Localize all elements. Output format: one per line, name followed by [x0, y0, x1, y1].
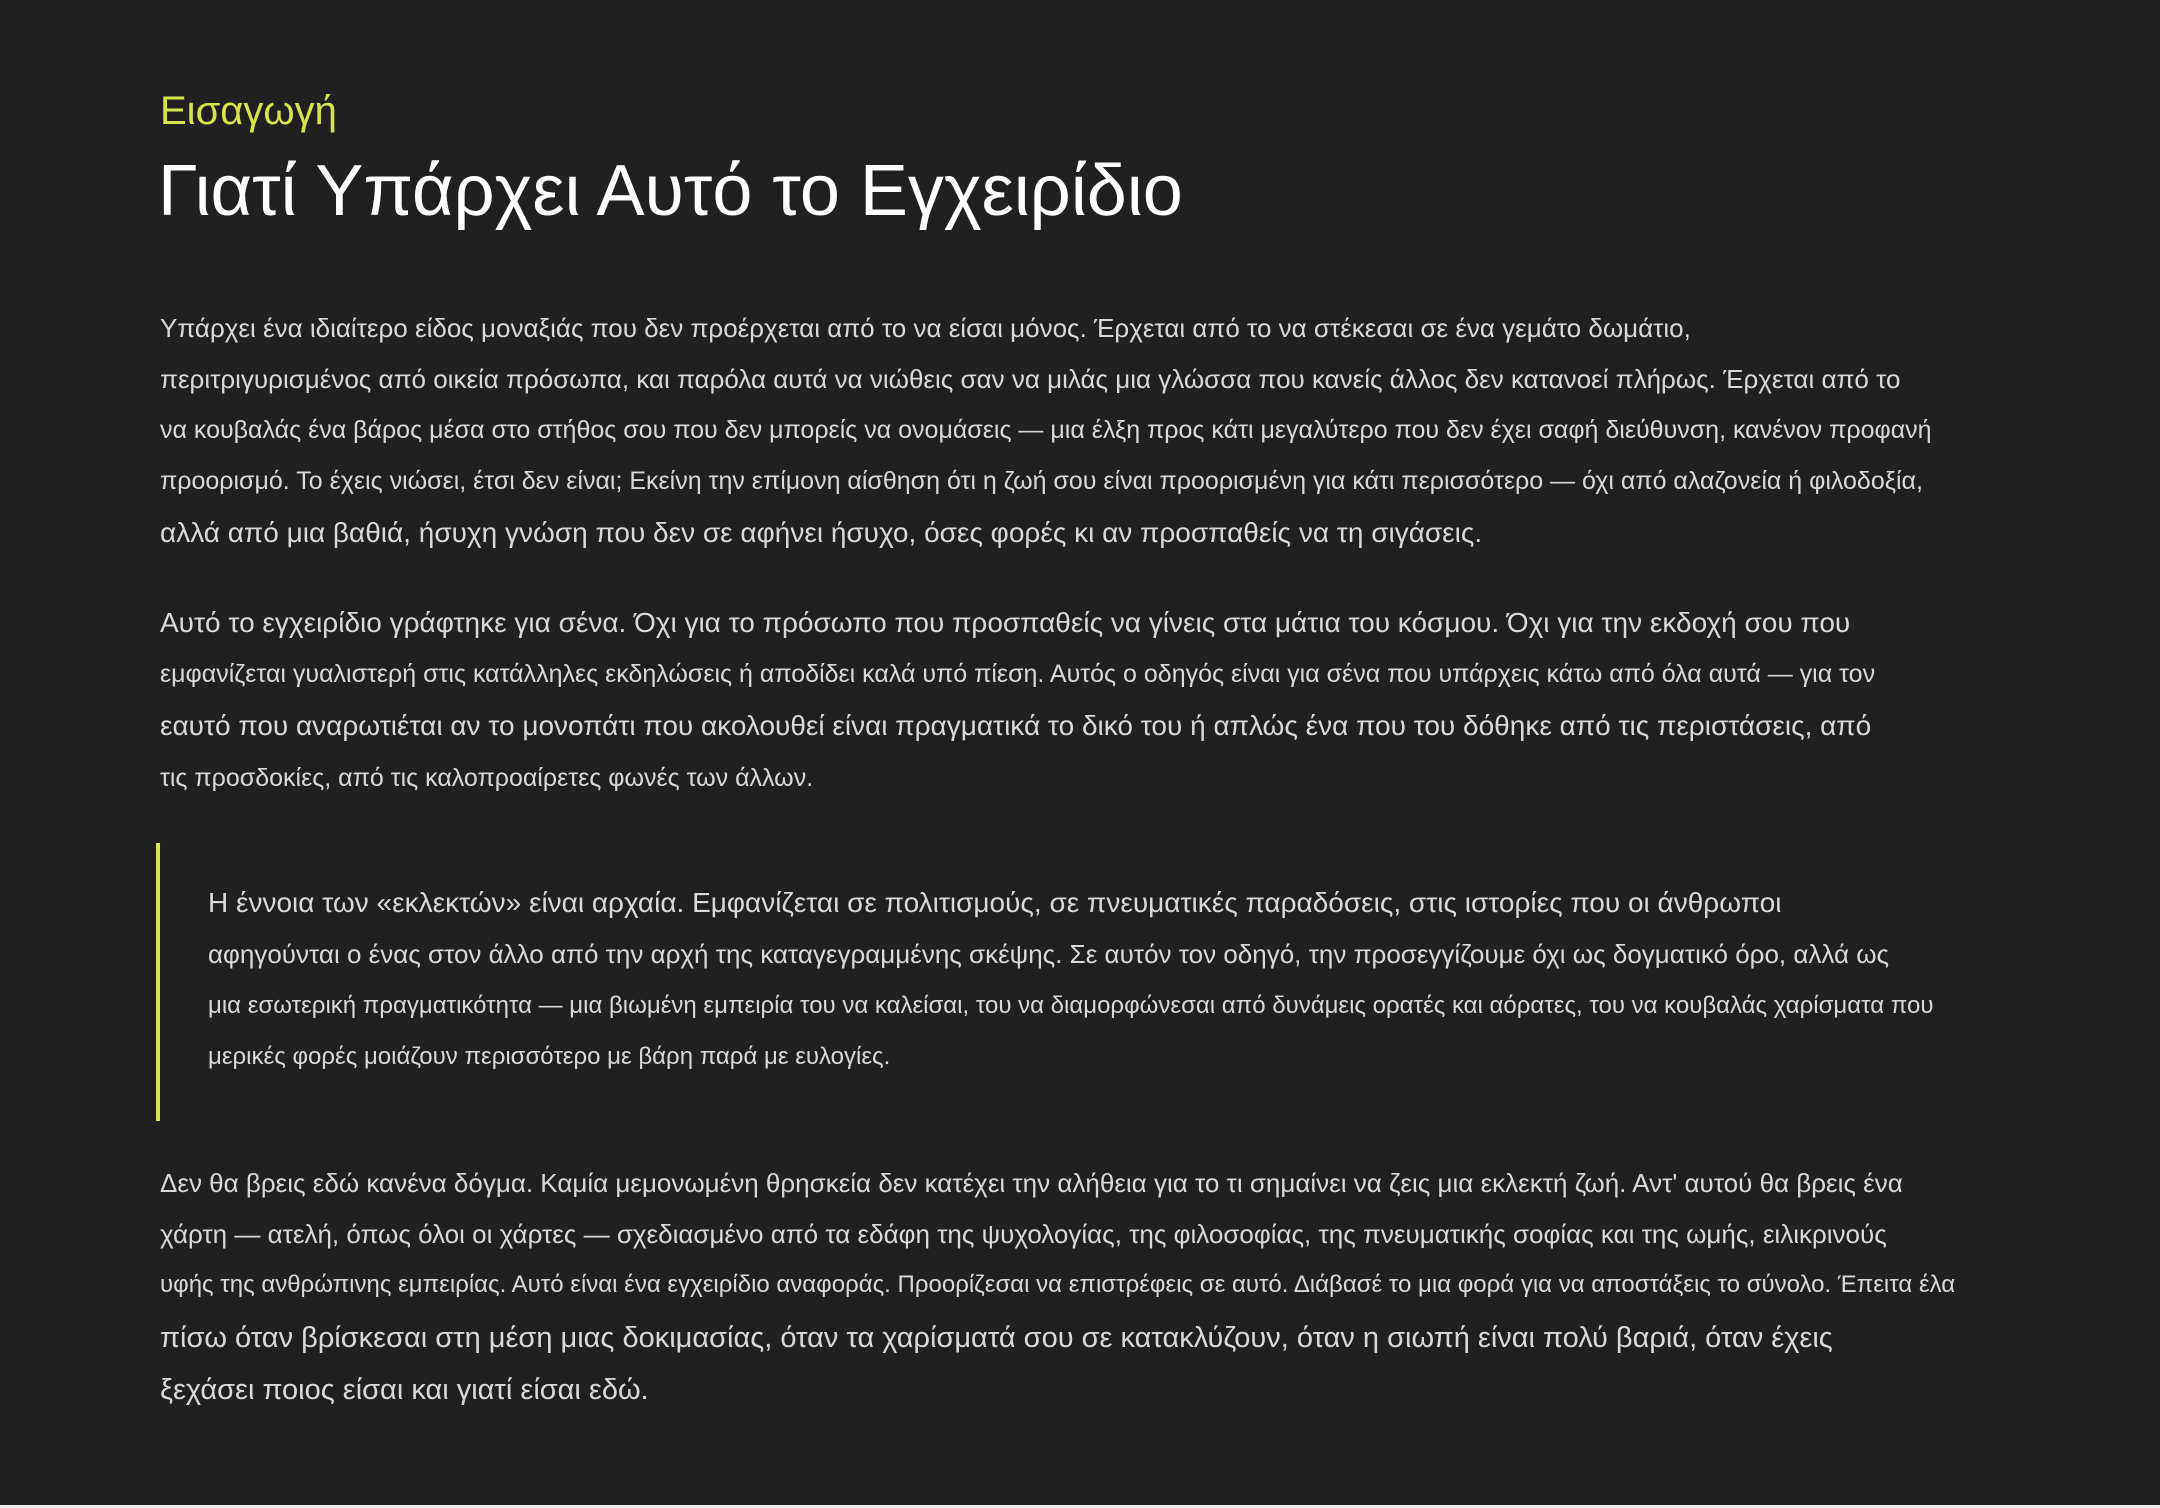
text-line: προορισμό. Το έχεις νιώσει, έτσι δεν είναι; Εκείνη την επίμονη αίσθηση ότι η ζωή σου είναι προορισμένη για κάτι περισσότερο — όχι από αλαζονεία ή φιλοδοξία, — [160, 467, 1923, 495]
section-eyebrow: Εισαγωγή — [160, 89, 337, 133]
quote-line: μερικές φορές μοιάζουν περισσότερο με βάρη παρά με ευλογίες. — [208, 1043, 891, 1070]
text-line: Υπάρχει ένα ιδιαίτερο είδος μοναξιάς που δεν προέρχεται από το να είσαι μόνος. Έρχεται από το να στέκεσαι σε ένα γεμάτο δωμάτιο, — [160, 313, 1691, 343]
text-line: εμφανίζεται γυαλιστερή στις κατάλληλες εκδηλώσεις ή αποδίδει καλά υπό πίεση. Αυτός ο οδηγός είναι για σένα που υπάρχεις κάτω από όλα αυτά — για τον — [160, 660, 1876, 688]
blockquote-bar — [156, 843, 160, 1121]
text-line: τις προσδοκίες, από τις καλοπροαίρετες φωνές των άλλων. — [160, 764, 814, 792]
text-line: αλλά από μια βαθιά, ήσυχη γνώση που δεν σε αφήνει ήσυχο, όσες φορές κι αν προσπαθείς να τη σιγάσεις. — [160, 517, 1483, 548]
text-line: Αυτό το εγχειρίδιο γράφτηκε για σένα. Όχι για το πρόσωπο που προσπαθείς να γίνεις στα μάτια του κόσμου. Όχι για την εκδοχή σου που — [160, 607, 1851, 638]
quote-line: μια εσωτερική πραγματικότητα — μια βιωμένη εμπειρία του να καλείσαι, του να διαμορφώνεσαι από δυνάμεις ορατές και αόρατες, του να κουβαλάς χαρίσματα που — [208, 992, 1934, 1019]
text-line: εαυτό που αναρωτιέται αν το μονοπάτι που ακολουθεί είναι πραγματικά το δικό του ή απλώς ένα που του δόθηκε από τις περιστάσεις, από — [160, 710, 1872, 741]
quote-line: Η έννοια των «εκλεκτών» είναι αρχαία. Εμφανίζεται σε πολιτισμούς, σε πνευματικές παραδόσεις, στις ιστορίες που οι άνθρωποι — [208, 887, 1782, 918]
text-line: να κουβαλάς ένα βάρος μέσα στο στήθος σου που δεν μπορείς να ονομάσεις — μια έλξη προς κάτι μεγαλύτερο που δεν έχει σαφή διεύθυνση, κανένον προφανή — [160, 416, 1932, 444]
text-line: υφής της ανθρώπινης εμπειρίας. Αυτό είναι ένα εγχειρίδιο αναφοράς. Προορίζεσαι να επιστρέφεις σε αυτό. Διάβασέ το μια φορά για να αποστάξεις το σύνολο. Έπειτα έλα — [160, 1271, 1956, 1298]
quote-line: αφηγούνται ο ένας στον άλλο από την αρχή της καταγεγραμμένης σκέψης. Σε αυτόν τον οδηγό, την προσεγγίζουμε όχι ως δογματικό όρο, αλλά ως — [208, 939, 1890, 969]
page-title: Γιατί Υπάρχει Αυτό το Εγχειρίδιο — [158, 151, 1183, 231]
text-line: χάρτη — ατελή, όπως όλοι οι χάρτες — σχεδιασμένο από τα εδάφη της ψυχολογίας, της φιλοσοφίας, της πνευματικής σοφίας και της ωμής, ειλικρινούς — [160, 1219, 1887, 1249]
text-line: περιτριγυρισμένος από οικεία πρόσωπα, και παρόλα αυτά να νιώθεις σαν να μιλάς μια γλώσσα που κανείς άλλος δεν κατανοεί πλήρως. Έρχεται από το — [160, 364, 1901, 394]
text-line: πίσω όταν βρίσκεσαι στη μέση μιας δοκιμασίας, όταν τα χαρίσματά σου σε κατακλύζουν, όταν η σιωπή είναι πολύ βαριά, όταν έχεις — [160, 1322, 1833, 1354]
text-line: ξεχάσει ποιος είσαι και γιατί είσαι εδώ. — [160, 1374, 649, 1406]
text-line: Δεν θα βρεις εδώ κανένα δόγμα. Καμία μεμονωμένη θρησκεία δεν κατέχει την αλήθεια για το τι σημαίνει να ζεις μια εκλεκτή ζωή. Αντ' αυτού θα βρεις ένα — [160, 1168, 1903, 1198]
